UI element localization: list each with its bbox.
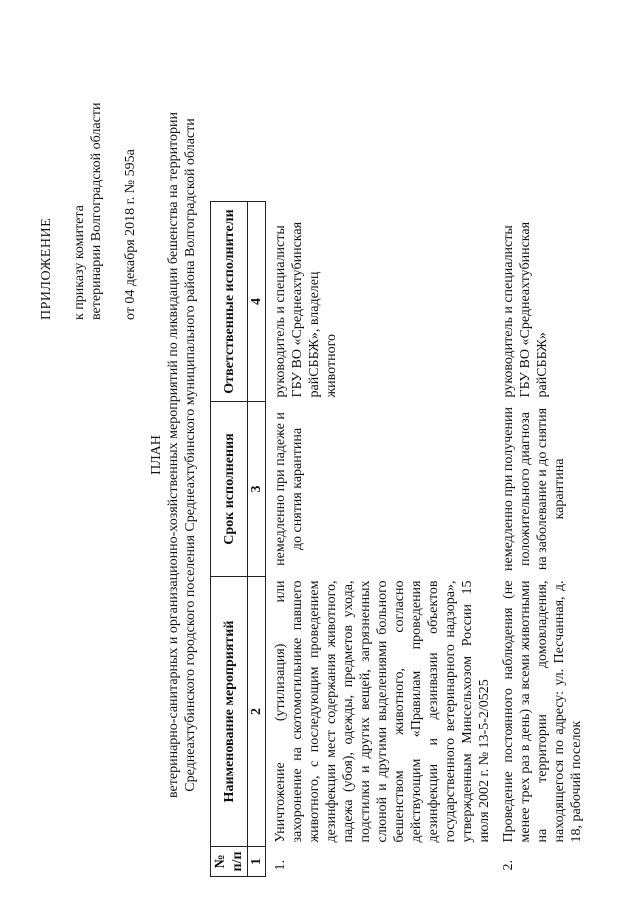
appendix-date: от 04 декабря 2018 г. № 595а [123, 149, 138, 320]
header-responsible: Ответственные исполнители [211, 202, 248, 402]
row-responsible: руководитель и специалисты ГБУ ВО «Среднеахтубинская райСББЖ», владелец животного [273, 221, 339, 398]
appendix-title: ПРИЛОЖЕНИЕ [39, 217, 54, 320]
row-number: 1. [273, 860, 288, 871]
appendix-line-2: ветеринарии Волгоградской области [89, 102, 104, 320]
header-number: № п/п [211, 847, 248, 877]
column-number: 2 [248, 577, 266, 847]
header-term: Срок исполнения [211, 402, 248, 577]
row-term: немедленно при получении положительного диагноза на заболевание и до снятия карантина [501, 407, 567, 571]
table-row [494, 202, 586, 877]
row-responsible: руководитель и специалисты ГБУ ВО «Среднеахтубинская райСББЖ» [501, 221, 550, 398]
plan-heading [148, 65, 199, 845]
row-term: немедленно при падеже и до снятия карантина [273, 412, 305, 566]
appendix-line-1: к приказу комитета [72, 205, 87, 320]
table-header-row [211, 202, 248, 877]
row-number: 2. [501, 860, 516, 871]
plan-table [210, 201, 586, 877]
header-activity: Наименование мероприятий [211, 577, 248, 847]
appendix-block [38, 103, 139, 320]
row-activity: Проведение постоянного наблюдения (не менее трех раз в день) за всеми животными на территории домовладения, находящегося по адресу: ул. Песчанная, д. 18, рабочий поселок [501, 580, 584, 843]
plan-subtitle-2: Среднеахтубинского городского поселения Среднеахтубинского муниципального района Волгоградской области [183, 118, 198, 792]
plan-subtitle-1: ветеринарно-санитарных и организационно-хозяйственных мероприятий по ликвидации бешенства на территории [166, 112, 181, 798]
column-number: 3 [248, 402, 266, 577]
row-activity: Уничтожение (утилизация) или захоронение на скотомогильнике павшего животного, с последующим проведением дезинфекции мест содержания животного, падежа (убоя), одежды, предметов ухода, подстилки и других вещей, загрязненных слюной и другими выделениями больного бешенством животного, согласно действующим «Правилам проведения дезинфекции и дезинвазии объектов государственного ветеринарного надзора», утвержденным Минсельхозом России 15 июля 2002 г. № 13-5-2/0525 [273, 580, 492, 843]
column-number: 4 [248, 202, 266, 402]
plan-title: ПЛАН [149, 435, 164, 475]
column-number-row [248, 202, 266, 877]
table-row [266, 202, 495, 877]
column-number: 1 [248, 847, 266, 877]
